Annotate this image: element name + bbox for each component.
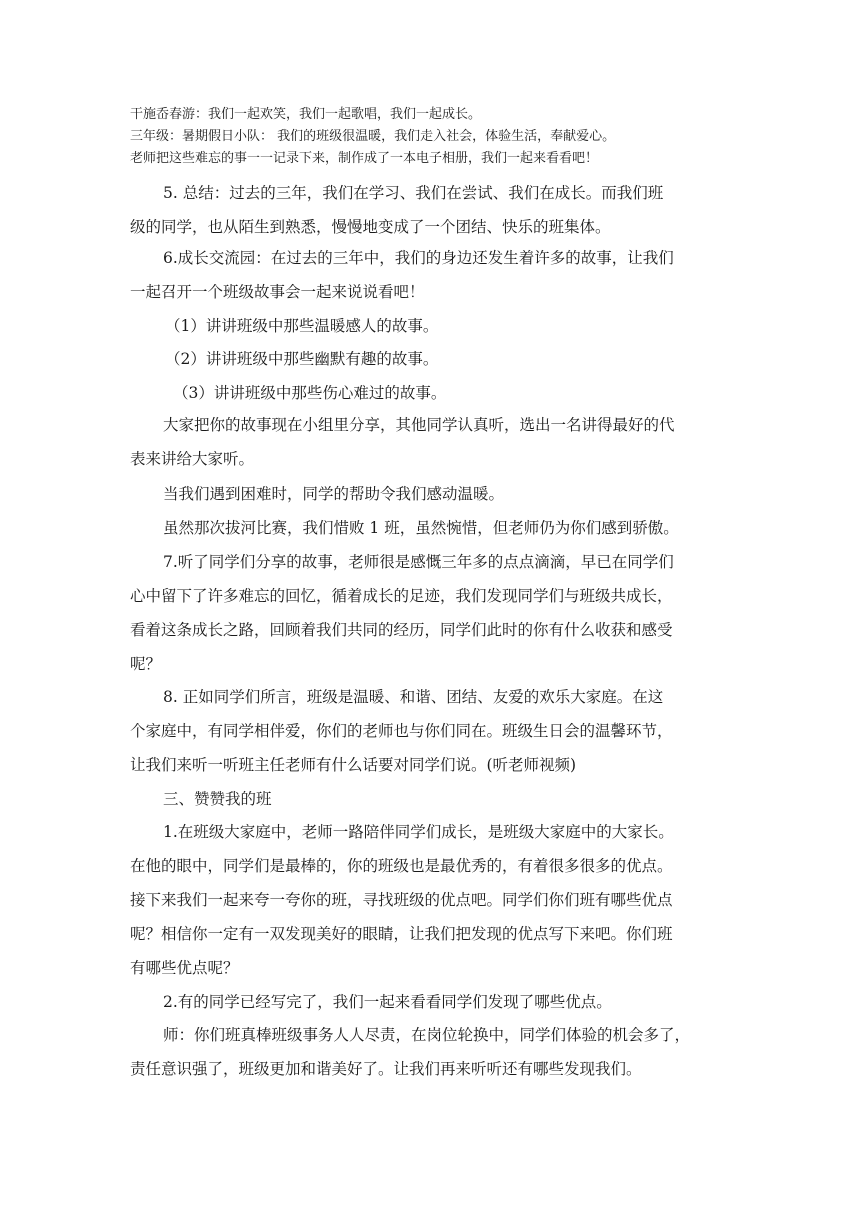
paragraph-line: 1.在班级大家庭中，老师一路陪伴同学们成长，是班级大家庭中的大家长。 [163,823,674,841]
spring-outing-line: 干施岙春游：我们一起欢笑，我们一起歌唱，我们一起成长。 [130,107,482,122]
list-item-1: （1）讲讲班级中那些温暖感人的故事。 [165,317,439,335]
list-item-2: （2）讲讲班级中那些幽默有趣的故事。 [165,350,439,368]
share-paragraph [130,408,740,476]
paragraph-line: 心中留下了许多难忘的回忆，循着成长的足迹，我们发现同学们与班级共成长， [130,587,673,605]
paragraph-line: 责任意识强了，班级更加和谐美好了。让我们再来听听还有哪些发现我们。 [130,1060,642,1078]
paragraph-5 [130,176,740,244]
section-paragraph-2: 2.有的同学已经写完了，我们一起来看看同学们发现了哪些优点。 [163,993,612,1011]
paragraph-line: 在他的眼中，同学们是最棒的，你的班级也是最优秀的，有着很多很多的优点。 [130,857,673,875]
summer-team-line: 三年级：暑期假日小队： 我们的班级很温暖，我们走入社会，体验生活，奉献爱心。 [130,129,616,144]
paragraph-line: 接下来我们一起来夸一夸你的班，寻找班级的优点吧。同学们你们班有哪些优点 [130,891,673,909]
photo-album-line: 老师把这些难忘的事一一记录下来，制作成了一本电子相册，我们一起来看看吧！ [130,151,599,166]
paragraph-line: 表来讲给大家听。 [130,450,255,468]
paragraph-line: 个家庭中，有同学相伴爱，你们的老师也与你们同在。班级生日会的温馨环节， [130,722,673,740]
paragraph-line: 大家把你的故事现在小组里分享，其他同学认真听，选出一名讲得最好的代 [163,416,675,434]
tug-of-war-paragraph: 虽然那次拔河比赛，我们惜败 1 班，虽然惋惜，但老师仍为你们感到骄傲。 [163,519,679,537]
paragraph-line: 6.成长交流园：在过去的三年中，我们的身边还发生着许多的故事，让我们 [163,249,674,267]
paragraph-line: 一起召开一个班级故事会一起来说说看吧！ [130,283,425,301]
paragraph-line: 有哪些优点呢？ [130,959,239,977]
teacher-comment [130,1018,740,1086]
paragraph-line: 5. 总结：过去的三年，我们在学习、我们在尝试、我们在成长。而我们班 [163,184,664,202]
paragraph-6 [130,241,740,309]
paragraph-7 [130,545,740,681]
paragraph-line: 8. 正如同学们所言，班级是温暖、和谐、团结、友爱的欢乐大家庭。在这 [163,688,664,706]
paragraph-8 [130,680,740,782]
section-heading: 三、赞赞我的班 [163,790,272,808]
paragraph-line: 呢？ [130,655,162,673]
paragraph-line: 让我们来听一听班主任老师有什么话要对同学们说。(听老师视频) [130,756,577,774]
list-item-3: （3）讲讲班级中那些伤心难过的故事。 [173,384,447,402]
help-paragraph: 当我们遇到困难时，同学的帮助令我们感动温暖。 [163,485,505,503]
paragraph-line: 级的同学，也从陌生到熟悉，慢慢地变成了一个团结、快乐的班集体。 [130,218,611,236]
section-paragraph-1 [130,815,740,985]
paragraph-line: 看着这条成长之路，回顾着我们共同的经历，同学们此时的你有什么收获和感受 [130,621,673,639]
paragraph-line: 7.听了同学们分享的故事，老师很是感慨三年多的点点滴滴，早已在同学们 [163,553,674,571]
paragraph-line: 呢？相信你一定有一双发现美好的眼睛，让我们把发现的优点写下来吧。你们班 [130,925,673,943]
paragraph-line: 师：你们班真棒班级事务人人尽责，在岗位轮换中，同学们体验的机会多了， [163,1026,691,1044]
